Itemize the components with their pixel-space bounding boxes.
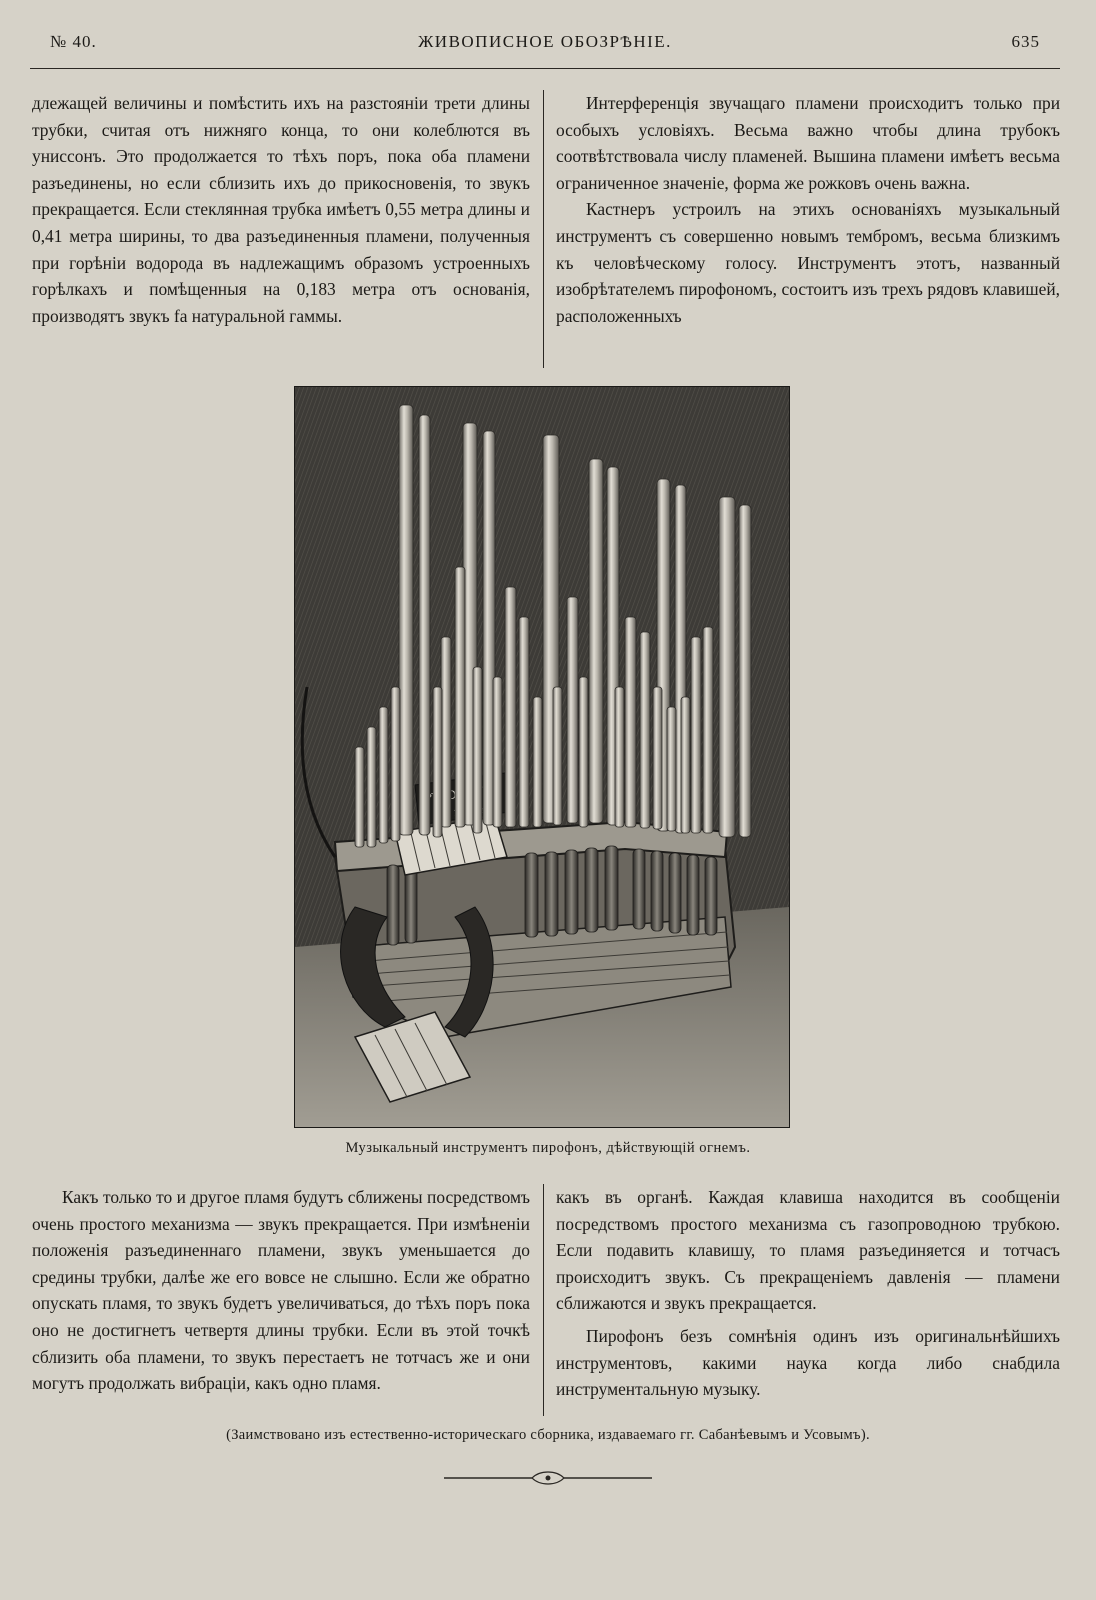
page-header	[50, 30, 1040, 62]
column-left-top	[32, 90, 530, 329]
pyrophone-illustration	[295, 387, 789, 1127]
pyrophone-engraving	[294, 386, 790, 1128]
paragraph: Какъ только то и другое пламя будутъ сближены посредствомъ очень простого механизма — звукъ прекращается. При измѣненіи положенія разъединеннаго пламени, звукъ уменьшается до средины трубки, далѣе же его вовсе не слышно. Если же обратно опускать пламя, то звукъ будетъ увеличиваться, до тѣхъ поръ пока оно не достигнетъ четвертя длины трубки. Если въ этой точкѣ сблизить оба пламени, то звукъ перестаетъ не тотчасъ же и они могутъ продолжать вибраціи, какъ одно пламя.	[32, 1187, 530, 1394]
column-right-top	[556, 90, 1060, 329]
paragraph: какъ въ органѣ. Каждая клавиша находится въ сообщеніи посредствомъ простого механизма съ газопроводною трубкою. Если подавить клавишу, то пламя разъединяется и тотчасъ происходитъ звукъ. Съ прекращеніемъ давленія — пламени сближаются и звукъ прекращается.	[556, 1187, 1060, 1314]
column-divider-bottom	[543, 1184, 544, 1416]
journal-title: ЖИВОПИСНОЕ ОБОЗРѢНІЕ.	[418, 32, 672, 51]
column-right-bottom	[556, 1184, 1060, 1403]
paragraph: Интерференція звучащаго пламени происходитъ только при особыхъ условіяхъ. Весьма важно чтобы длина трубокъ соотвѣтствовала числу пламеней. Вышина пламени имѣетъ весьма ограниченное значеніе, форма же рожковъ очень важна.	[556, 93, 1060, 193]
column-left-bottom	[32, 1184, 530, 1397]
source-credit: (Заимствовано изъ естественно-историческаго сборника, издаваемаго гг. Сабанѣевымъ и Усовымъ).	[226, 1427, 870, 1443]
paragraph: Кастнеръ устроилъ на этихъ основаніяхъ музыкальный инструментъ съ совершенно новымъ тембромъ, весьма близкимъ къ человѣческому голосу. Инструментъ этотъ, названный изобрѣтателемъ пирофономъ, состоитъ изъ трехъ рядовъ клавишей, расположенныхъ	[556, 199, 1060, 326]
header-rule	[30, 68, 1060, 69]
page-number: 635	[1011, 32, 1040, 51]
paragraph: Пирофонъ безъ сомнѣнія одинъ изъ оригинальнѣйшихъ инструментовъ, какими наука когда либо снабдила инструментальную музыку.	[556, 1325, 1060, 1400]
column-divider-top	[543, 90, 544, 368]
paragraph: длежащей величины и помѣстить ихъ на разстояніи трети длины трубки, считая отъ нижняго конца, то они колеблются въ униссонъ. Это продолжается то тѣхъ поръ, пока оба пламени разъединены, но если сблизить ихъ до прикосновенія, то звукъ прекращается. Если стеклянная трубка имѣетъ 0,55 метра длины и 0,41 метра ширины, то два разъединенныя пламени, полученныя при горѣніи водорода въ надлежащимъ образомъ устроенныхъ горѣлкахъ и помѣщенныя на 0,183 метра отъ основанія, производятъ звукъ fa натуральной гаммы.	[32, 93, 530, 326]
figure-caption: Музыкальный инструментъ пирофонъ, дѣйствующій огнемъ.	[345, 1140, 751, 1156]
ornament-divider	[440, 1468, 656, 1488]
issue-number: № 40.	[50, 32, 97, 51]
